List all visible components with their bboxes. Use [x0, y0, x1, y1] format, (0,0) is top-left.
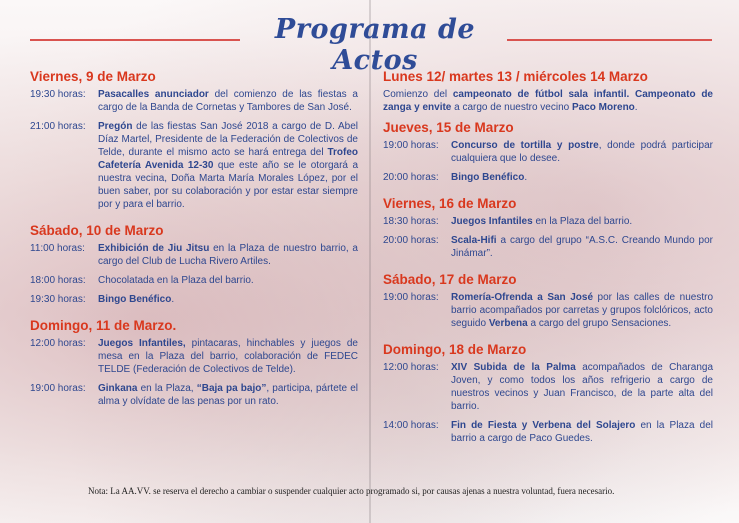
- event-item: [30, 382, 358, 408]
- event-highlight: Juegos Infantiles: [451, 216, 533, 227]
- event-text: a cargo del grupo Sensaciones.: [527, 318, 672, 329]
- event-highlight: Verbena: [488, 318, 528, 329]
- day-heading: Sábado, 10 de Marzo: [30, 223, 164, 238]
- event-description: [98, 242, 358, 268]
- event-highlight: Ginkana: [98, 383, 138, 394]
- event-highlight: Exhibición de Jiu Jitsu: [98, 243, 210, 254]
- event-text: en la Plaza del barrio.: [532, 216, 633, 227]
- day-heading: Sábado, 17 de Marzo: [383, 272, 517, 287]
- event-highlight: “Baja pa bajo”: [196, 383, 267, 394]
- day-block-friday-9: [30, 68, 358, 211]
- event-text: a cargo del grupo “A.S.C. Creando Mundo por Jinámar”.: [451, 235, 713, 259]
- event-item: [383, 291, 713, 330]
- event-text: , donde podrá participar cualquiera que lo desee.: [451, 140, 713, 164]
- event-text: de las fiestas San José 2018 a cargo de D. Abel Díaz Martel, Presidente de la Federación de Colectivos de Telde, durante el mismo acto se hará entrega del: [98, 121, 358, 158]
- event-description: [451, 139, 713, 165]
- event-description: [98, 382, 358, 408]
- event-highlight: Fin de Fiesta y Verbena del Solajero: [451, 420, 636, 431]
- left-column: [30, 68, 358, 414]
- event-text: en la Plaza del barrio a cargo de Paco Guedes.: [451, 420, 713, 444]
- event-highlight: Paco Moreno: [572, 102, 635, 113]
- event-text: a cargo de nuestro vecino: [451, 102, 572, 113]
- fold-divider: [369, 0, 371, 523]
- event-item: [30, 242, 358, 268]
- header-rule-left: [30, 39, 240, 41]
- event-text: pintacaras, hinchables y juegos de mesa en la Plaza del barrio, colaboración de FEDEC TELDE (Federación de Colectivos de Telde).: [98, 338, 358, 375]
- event-text: Comienzo del: [383, 89, 453, 100]
- event-text: del comienzo de las fiestas a cargo de la Banda de Cornetas y Tambores de San José.: [98, 89, 358, 113]
- event-time: 12:00 horas:: [30, 338, 86, 349]
- event-item: [383, 215, 713, 228]
- event-text: que este año se le otorgará a nuestra vecina, Doña Marta María Morales López, por el buen saber, por su colaboración y por estar estar siempre por y para el barrio.: [98, 160, 358, 210]
- event-highlight: Pasacalles anunciador: [98, 89, 209, 100]
- event-text: por las calles de nuestro barrio acompañados por carretas y grupos folclóricos, acto seguido: [451, 292, 714, 329]
- event-item: [383, 419, 713, 445]
- event-description: [98, 88, 358, 114]
- page-title: Programa de Actos: [274, 14, 476, 76]
- event-highlight: Concurso de tortilla y postre: [451, 140, 599, 151]
- event-item: [30, 337, 358, 376]
- event-time: 11:00 horas:: [30, 243, 85, 254]
- event-item: [30, 88, 358, 114]
- event-time: 19:00 horas:: [383, 292, 439, 303]
- day-heading: Lunes 12/ martes 13 / miércoles 14 Marzo: [383, 69, 648, 84]
- event-time: 19:00 horas:: [383, 140, 439, 151]
- event-text: , participa, pártete el alma y olvídate de las penas por un rato.: [98, 383, 359, 407]
- event-time: 19:30 horas:: [30, 294, 86, 305]
- event-time: 14:00 horas:: [383, 420, 439, 431]
- event-time: 19:00 horas:: [30, 383, 86, 394]
- event-time: 21:00 horas:: [30, 121, 86, 132]
- event-time: 20:00 horas:: [383, 172, 439, 183]
- day-block-sunday-18: [383, 341, 713, 445]
- event-time: 18:30 horas:: [383, 216, 439, 227]
- event-item: [383, 361, 713, 413]
- event-description: [451, 171, 713, 184]
- day-heading: Viernes, 9 de Marzo: [30, 69, 156, 84]
- event-time: 19:30 horas:: [30, 89, 86, 100]
- event-item: [383, 234, 713, 260]
- event-description: [98, 337, 358, 376]
- event-highlight: Pregón: [98, 121, 133, 132]
- event-highlight: Scala-Hifi: [451, 235, 497, 246]
- event-time: 18:00 horas:: [30, 275, 86, 286]
- event-highlight: Bingo Benéfico: [98, 294, 172, 305]
- event-description: [451, 215, 713, 228]
- event-item: [30, 120, 358, 211]
- event-item: [383, 139, 713, 165]
- day-heading: Domingo, 11 de Marzo.: [30, 318, 177, 333]
- event-description: [451, 419, 713, 445]
- event-item: [383, 171, 713, 184]
- event-time: 20:00 horas:: [383, 235, 439, 246]
- event-highlight: Trofeo Cafetería Avenida 12-30: [98, 147, 358, 171]
- event-item: [30, 274, 358, 287]
- day-block-saturday-17: [383, 271, 713, 330]
- day-heading: Viernes, 16 de Marzo: [383, 196, 517, 211]
- event-description: [451, 361, 713, 413]
- event-highlight: XIV Subida de la Palma: [451, 362, 576, 373]
- event-description: Chocolatada en la Plaza del barrio.: [98, 275, 254, 286]
- event-description: [451, 234, 713, 260]
- day-block-thursday-15: [383, 119, 713, 184]
- event-time: 12:00 horas:: [383, 362, 439, 373]
- day-block-friday-16: [383, 195, 713, 260]
- event-description: [383, 88, 713, 114]
- day-heading: Domingo, 18 de Marzo: [383, 342, 527, 357]
- right-column: [383, 68, 713, 451]
- event-description: [98, 293, 358, 306]
- footer-note: Nota: La AA.VV. se reserva el derecho a cambiar o suspender cualquier acto programado si, por causas ajenas a nuestra voluntad, fuera necesario.: [88, 486, 615, 496]
- event-highlight: Juegos Infantiles,: [98, 338, 186, 349]
- event-text: .: [171, 294, 175, 305]
- event-item: [30, 293, 358, 306]
- event-highlight: Romería-Ofrenda a San José: [451, 292, 594, 303]
- header-rule-right: [507, 39, 712, 41]
- day-block-sunday-11: [30, 317, 358, 408]
- event-text: en la Plaza,: [137, 383, 197, 394]
- event-text: .: [634, 102, 638, 113]
- event-text: .: [524, 172, 528, 183]
- day-block-mon-wed-12-14: [383, 68, 713, 114]
- event-text: en la Plaza de nuestro barrio, a cargo del Club de Lucha Rivero Artiles.: [98, 243, 358, 267]
- event-highlight: campeonato de fútbol sala infantil. Campeonato de zanga y envite: [383, 89, 713, 113]
- event-text: acompañados de Charanga Joven, y como todos los años refrigerio a cargo de nuestros vecinos y Juan Francisco, de la parte alta del barrio.: [451, 362, 714, 412]
- event-highlight: Bingo Benéfico: [451, 172, 525, 183]
- event-description: [451, 291, 713, 330]
- day-heading: Jueves, 15 de Marzo: [383, 120, 514, 135]
- day-block-saturday-10: [30, 222, 358, 306]
- event-description: [98, 120, 358, 211]
